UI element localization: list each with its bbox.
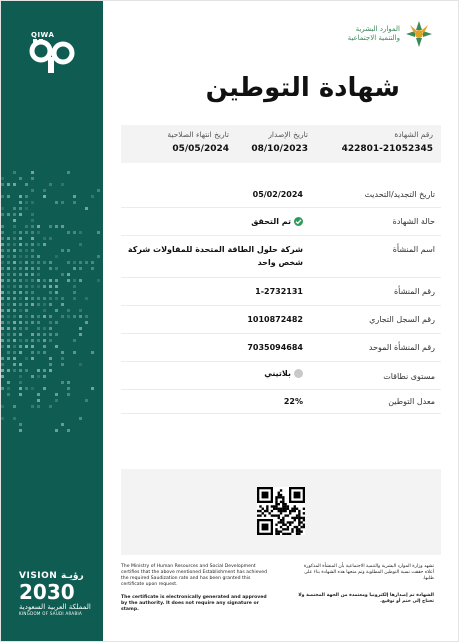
vision-country-ar: المملكة العربية السعودية [19,603,91,611]
detail-row [121,207,441,236]
footer-note-ar: الشهادة تم إصدارها إلكترونيا ومعتمدة من الجهة المختصة ولا تحتاج إلى ختم أو توقيع. [298,593,434,604]
vision-label-ar: رؤيـة [60,571,84,581]
issue-date-block [251,130,308,154]
detail-label: رقم السجل التجاري [369,315,435,324]
expiry-date-label: تاريخ انتهاء الصلاحية [167,130,229,139]
cert-number-block [342,130,433,154]
detail-label: معدل التوطين [388,397,435,406]
qr-code[interactable] [257,487,305,535]
qiwa-logo-icon [29,39,77,73]
detail-value: 22% [283,397,303,406]
footer-statement-ar: تشهد وزارة الموارد البشرية والتنمية الاجتماعية بأن المنشأة المذكورة أعلاه حققت نسبة التوطين المطلوبة وتم منحها هذه الشهادة بناء على طلبها. [303,564,434,581]
ministry-name-line2: والتنمية الاجتماعية [347,34,400,42]
qr-code-panel [121,469,441,555]
footer-note-en: The certificate is electronically generated and approved by the authority. It does not require any signature or stamp. [121,595,267,612]
expiry-date-block [167,130,229,154]
platinum-dot-icon [294,369,303,378]
detail-label: حالة الشهادة [392,217,435,226]
vision-label: VISION [19,571,58,581]
detail-label: مستوى نطاقات [383,372,435,381]
cert-number-label: رقم الشهادة [394,130,433,139]
footer-statement-en: The Ministry of Human Resources and Social Development certifies that the above mentioned Establishment has achieved the required Saudization rate and has been granted this certificate upon request. [121,564,267,587]
certificate-title: شهادة التوطين [205,73,400,103]
detail-value: بلاتيني [264,369,291,378]
cert-number-value: 422801-21052345 [341,144,433,154]
detail-row [121,235,441,278]
detail-row [121,305,441,334]
detail-label: تاريخ التجديد/التحديث [364,190,435,199]
detail-row [121,277,441,306]
detail-label: رقم المنشأة [393,287,435,296]
detail-value: شركة حلول الطاقة المتحدة للمقاولات شركة شخص واحد [127,245,303,267]
ministry-logo [348,19,434,49]
detail-value: 7035094684 [247,343,303,352]
detail-value-wrap [123,215,303,228]
vision-2030-logo [19,571,91,616]
detail-value-wrap [123,367,303,380]
detail-row [121,181,441,208]
detail-value: 05/02/2024 [252,190,303,199]
sidebar-panel [1,1,103,642]
expiry-date-value: 05/05/2024 [172,144,229,154]
ministry-emblem-icon [404,19,434,49]
detail-value: 1-2732131 [255,287,303,296]
qiwa-wordmark: QIWA [31,31,55,39]
detail-label: اسم المنشأة [392,245,435,254]
decorative-dot-pattern [1,171,103,471]
summary-band [121,125,441,163]
detail-value: تم التحقق [251,217,291,226]
detail-row [121,389,441,414]
ministry-name-line1: الموارد البشرية [355,25,400,33]
detail-row [121,361,441,390]
vision-year: 2030 [19,580,75,604]
detail-value: 1010872482 [247,315,303,324]
detail-row [121,333,441,362]
issue-date-label: تاريخ الإصدار [268,130,308,139]
issue-date-value: 08/10/2023 [251,144,308,154]
verified-check-icon [294,217,303,226]
vision-country-en: KINGDOM OF SAUDI ARABIA [19,611,83,616]
detail-label: رقم المنشأة الموحد [368,343,435,352]
